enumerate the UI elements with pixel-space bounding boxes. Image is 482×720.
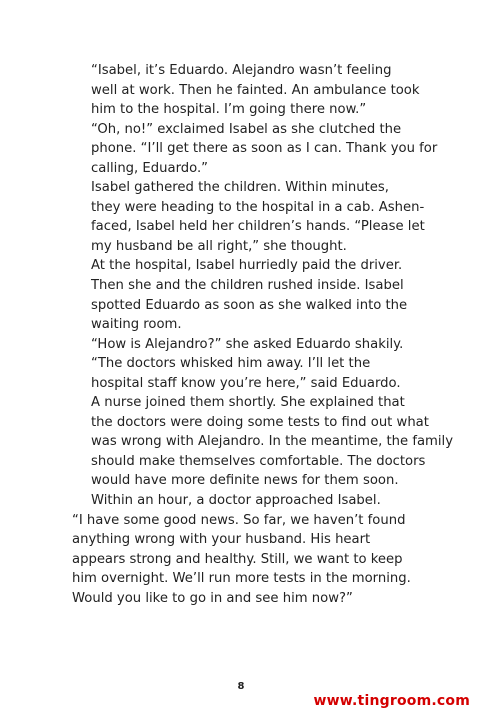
text-line: A nurse joined them shortly. She explained that <box>91 395 405 411</box>
body-text <box>72 61 454 608</box>
text-line: “I have some good news. So far, we haven’t found <box>72 512 406 528</box>
text-line: Within an hour, a doctor approached Isabel. <box>91 493 381 509</box>
text-line: they were heading to the hospital in a cab. Ashen- <box>91 199 425 215</box>
text-line: “How is Alejandro?” she asked Eduardo shakily. <box>91 336 404 352</box>
paragraph <box>72 61 420 120</box>
text-line: faced, Isabel held her children’s hands. “Please let <box>91 219 425 235</box>
paragraph <box>72 491 420 511</box>
text-line: waiting room. <box>91 317 182 333</box>
text-line: him overnight. We’ll run more tests in the morning. <box>72 571 411 587</box>
paragraph <box>72 335 420 355</box>
text-line: Isabel gathered the children. Within minutes, <box>91 180 389 196</box>
text-line: At the hospital, Isabel hurriedly paid the driver. <box>91 258 403 274</box>
text-line: Would you like to go in and see him now?” <box>72 590 353 606</box>
watermark: www.tingroom.com <box>313 693 470 709</box>
paragraph <box>72 120 438 179</box>
text-line: calling, Eduardo.” <box>91 160 208 176</box>
text-line: Then she and the children rushed inside. Isabel <box>91 278 404 294</box>
text-line: “Oh, no!” exclaimed Isabel as she clutched the <box>91 121 402 137</box>
text-line: my husband be all right,” she thought. <box>91 238 347 254</box>
text-line: phone. “I’ll get there as soon as I can. Thank you for <box>91 141 438 157</box>
paragraph <box>72 511 420 609</box>
paragraph <box>72 354 420 393</box>
text-line: would have more definite news for them soon. <box>91 473 399 489</box>
paragraph <box>72 178 425 256</box>
text-line: well at work. Then he fainted. An ambulance took <box>91 82 420 98</box>
paragraph <box>72 393 454 491</box>
text-line: was wrong with Alejandro. In the meantime, the family <box>91 434 454 450</box>
text-line: “The doctors whisked him away. I’ll let the <box>91 356 371 372</box>
page-number: 8 <box>237 681 245 692</box>
text-line: appears strong and healthy. Still, we want to keep <box>72 551 403 567</box>
text-line: should make themselves comfortable. The doctors <box>91 453 426 469</box>
text-line: spotted Eduardo as soon as she walked into the <box>91 297 408 313</box>
text-line: anything wrong with your husband. His heart <box>72 532 371 548</box>
text-line: the doctors were doing some tests to find out what <box>91 414 429 430</box>
text-line: “Isabel, it’s Eduardo. Alejandro wasn’t feeling <box>91 63 392 78</box>
paragraph <box>72 256 420 334</box>
text-line: hospital staff know you’re here,” said Eduardo. <box>91 375 401 391</box>
text-line: him to the hospital. I’m going there now.” <box>91 102 367 118</box>
